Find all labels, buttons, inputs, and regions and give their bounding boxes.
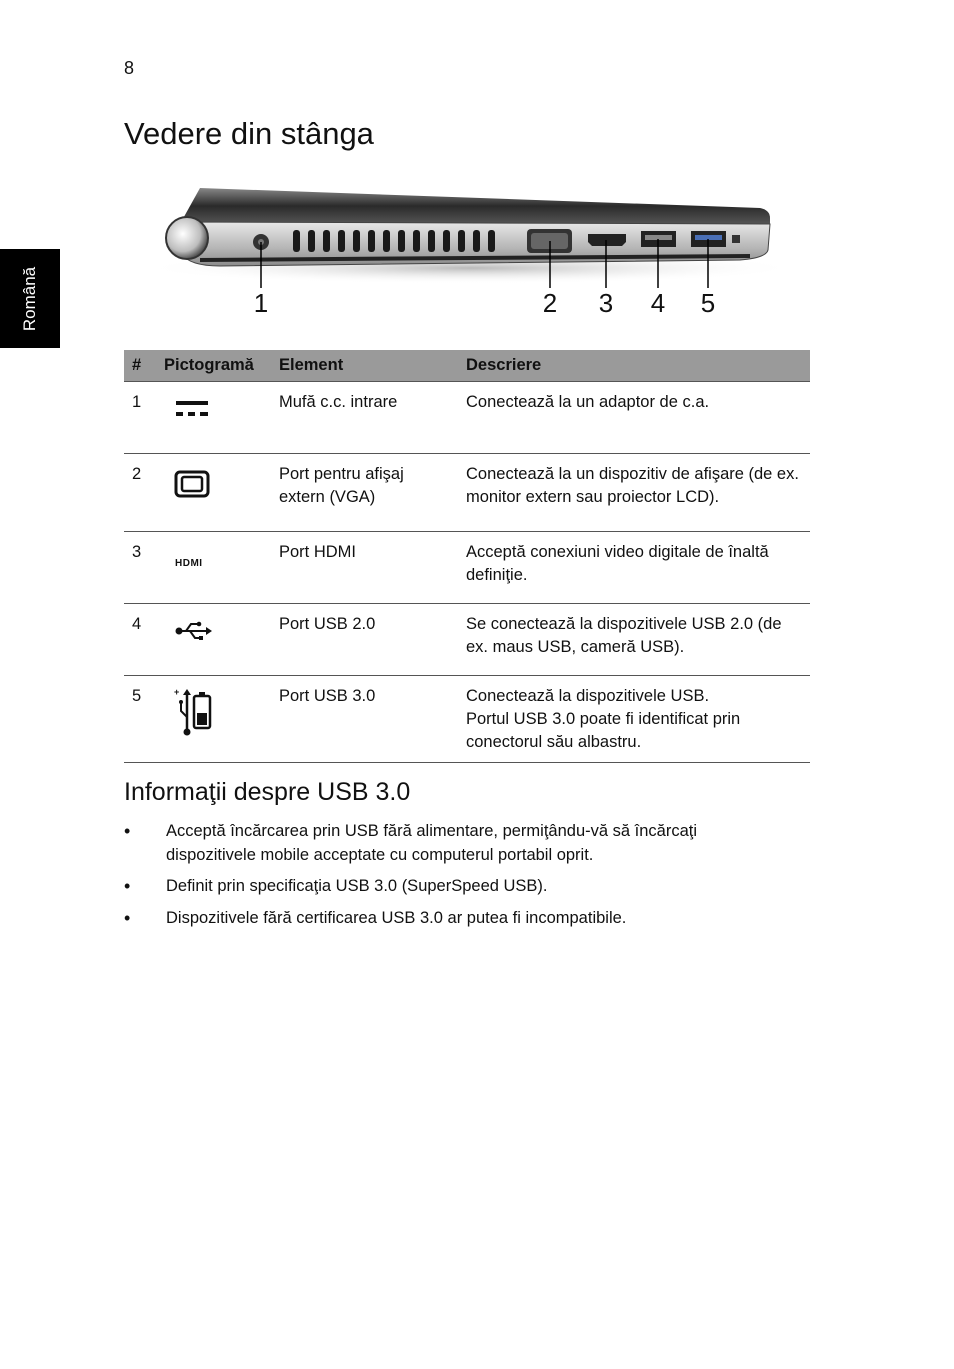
row-description-extra: Portul USB 3.0 poate fi identificat prin conectorul său albastru. <box>466 710 741 751</box>
svg-text:+: + <box>174 687 180 697</box>
page-title: Vedere din stânga <box>124 116 374 151</box>
usb-icon <box>174 619 214 643</box>
hdmi-icon-label: HDMI <box>175 558 203 569</box>
header-icon: Pictogramă <box>156 350 271 382</box>
row-element: Port USB 2.0 <box>271 604 458 676</box>
header-description: Descriere <box>458 350 810 382</box>
row-description: Acceptă conexiuni video digitale de înaltă definiţie. <box>458 532 810 604</box>
hdmi-icon <box>174 553 214 573</box>
table-row <box>124 676 810 763</box>
ports-table <box>124 350 810 763</box>
row-number: 2 <box>124 454 156 532</box>
table-row <box>124 382 810 454</box>
table-header-row <box>124 350 810 382</box>
list-item: • Acceptă încărcarea prin USB fără alimentare, permiţându-vă să încărcaţi dispozitivele mobile acceptate cu computerul portabil oprit. <box>124 820 784 867</box>
usb-charge-icon <box>174 687 214 737</box>
row-number: 5 <box>124 676 156 763</box>
row-number: 4 <box>124 604 156 676</box>
section-subtitle: Informaţii despre USB 3.0 <box>124 778 411 806</box>
language-tab <box>0 249 60 348</box>
table-row <box>124 604 810 676</box>
row-description-cell <box>458 676 810 763</box>
row-description: Conectează la un adaptor de c.a. <box>458 382 810 454</box>
callout-2: 2 <box>542 288 558 318</box>
row-number: 3 <box>124 532 156 604</box>
row-number: 1 <box>124 382 156 454</box>
row-description: Conectează la dispozitivele USB. <box>466 687 710 705</box>
language-tab-label: Română <box>20 266 39 331</box>
callout-5: 5 <box>700 288 716 318</box>
callout-4: 4 <box>650 288 666 318</box>
row-element: Port USB 3.0 <box>271 676 458 763</box>
row-description: Conectează la un dispozitiv de afişare (de ex. monitor extern sau proiector LCD). <box>458 454 810 532</box>
header-number: # <box>124 350 156 382</box>
callout-3: 3 <box>598 288 614 318</box>
list-item: • Definit prin specificaţia USB 3.0 (SuperSpeed USB). <box>124 875 784 899</box>
table-row <box>124 532 810 604</box>
usb3-info-list <box>124 820 784 938</box>
header-element: Element <box>271 350 458 382</box>
vga-icon <box>174 469 210 499</box>
callout-1: 1 <box>253 288 269 318</box>
page-number: 8 <box>124 58 135 78</box>
row-element: Mufă c.c. intrare <box>271 382 458 454</box>
row-element: Port pentru afişaj extern (VGA) <box>271 454 458 532</box>
table-row <box>124 454 810 532</box>
list-item: • Dispozitivele fără certificarea USB 3.0 ar putea fi incompatibile. <box>124 907 784 931</box>
row-element: Port HDMI <box>271 532 458 604</box>
row-description: Se conectează la dispozitivele USB 2.0 (de ex. maus USB, cameră USB). <box>458 604 810 676</box>
dc-in-icon <box>174 397 210 423</box>
